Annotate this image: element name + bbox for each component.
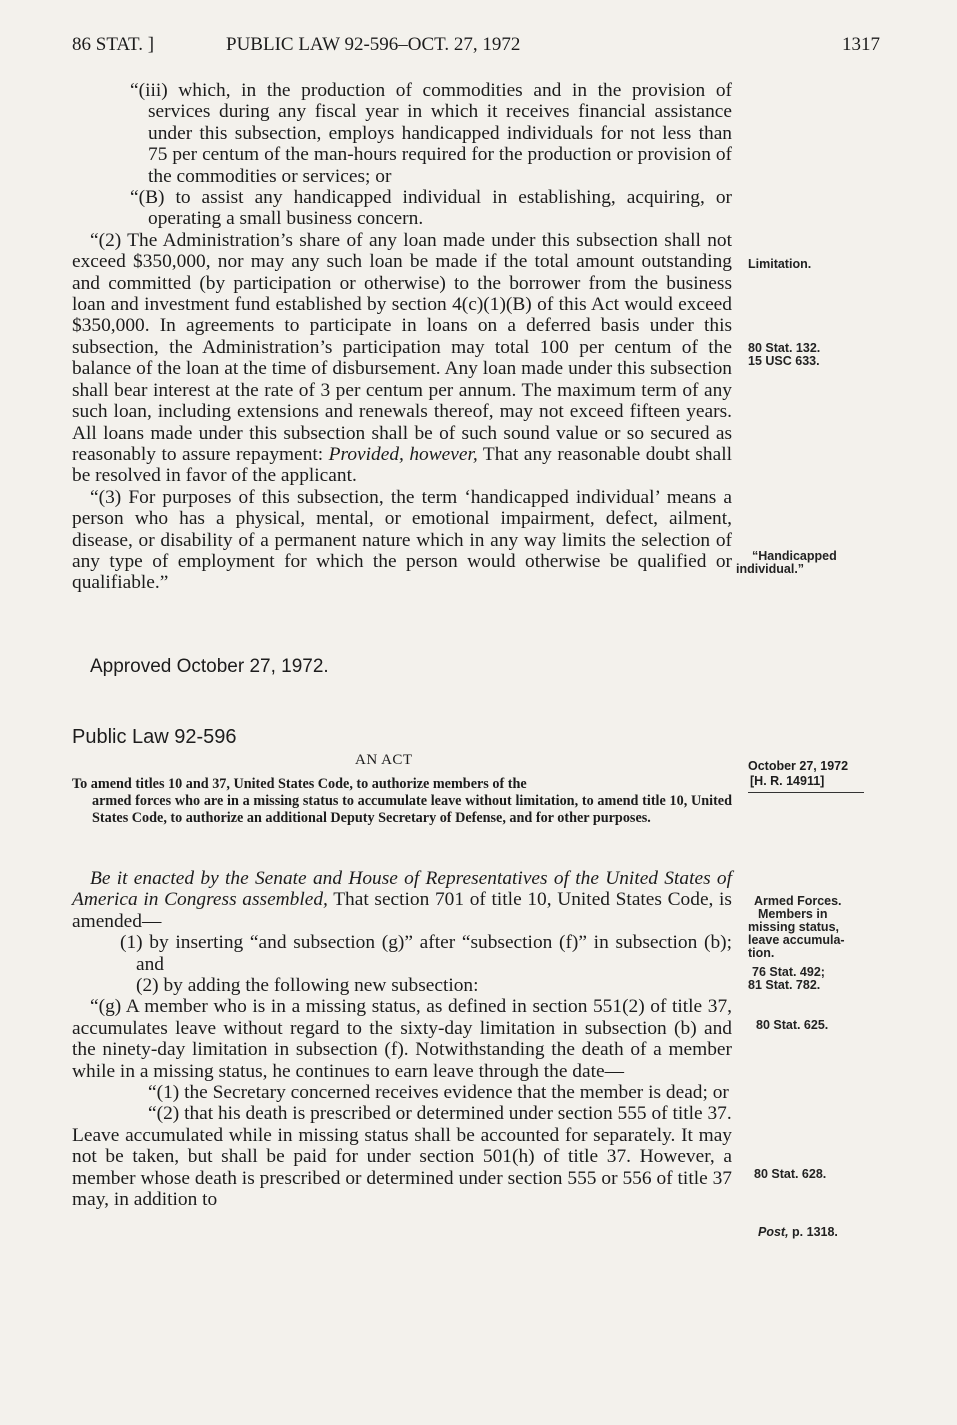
paragraph-2-end: That any reasonable doubt shall be resolved in favor of the applicant.	[72, 443, 732, 487]
bill-reference	[748, 759, 864, 793]
amendment-item-2: (2) by adding the following new subsection:	[136, 975, 479, 997]
act-heading: AN ACT	[355, 752, 413, 768]
margin-note-handicapped-line1: “Handicapped	[752, 549, 837, 563]
margin-note-stat-132-line2: 15 USC 633.	[748, 354, 820, 368]
running-head	[72, 34, 880, 58]
margin-note-stat-132-line1: 80 Stat. 132.	[748, 341, 821, 355]
bill-date: October 27, 1972	[748, 759, 849, 773]
margin-note-stat-132	[748, 342, 820, 368]
margin-note-limitation: Limitation.	[748, 257, 812, 271]
margin-note-handicapped	[736, 550, 837, 576]
paragraph-3: “(3) For purposes of this subsection, the term ‘handicapped individual’ means a person who has a physical, mental, or emotional impairment, defect, ailment, disease, or disability of a permanent nature which in any way limits the selection of any type of employment for which the person would otherwise be qualified or qualifiable.”	[72, 486, 732, 594]
act-title	[72, 776, 732, 827]
margin-note-handicapped-line2: individual.”	[736, 562, 805, 576]
running-title: PUBLIC LAW 92-596–OCT. 27, 1972	[226, 34, 521, 55]
section-text-part1	[72, 80, 732, 594]
act-title-line1: To amend titles 10 and 37, United States Code, to authorize members of the	[72, 776, 527, 792]
margin-note-stat-492	[748, 965, 825, 992]
margin-note-post-italic: Post,	[758, 1225, 789, 1239]
paragraph-2-text: “(2) The Administration’s share of any loan made under this subsection shall not exceed $350,000, nor may any such loan be made if the total amount outstanding and committed (by participation or otherwise) to the borrower from the business loan and investment fund established by section 4(c)(1)(B) of this Act would exceed $350,000. In agreements to participate in loans on a deferred basis under this subsection, the Administration’s participation may total 100 per centum of the balance of the loan at the time of disbursement. Any loan made under this subsection shall bear interest at the rate of 3 per centum per annum. The maximum term of any such loan, including extensions and renewals thereof, may not exceed fifteen years. All loans made under this subsection shall be of such sound value or so secured as reasonably to assure repayment:	[72, 229, 732, 465]
enacting-clause-rest: That section 701 of title 10, United States Code, is amended—	[72, 889, 732, 932]
paragraph-2	[72, 230, 732, 487]
margin-note-stat-492-line2: 81 Stat. 782.	[748, 978, 821, 992]
margin-note-armed-line2: Members in	[758, 907, 828, 921]
subsection-g-1: “(1) the Secretary concerned receives evidence that the member is dead; or	[148, 1082, 729, 1104]
approval-date: Approved October 27, 1972.	[90, 656, 329, 677]
enacting-clause	[72, 868, 732, 932]
paragraph-iii: “(iii) which, in the production of commodities and in the provision of services during any fiscal year in which it receives financial assistance under this subsection, employs handicapped individuals for not less than 75 per centum of the man-hours required for the production or provision of the commodities or services; or	[130, 80, 732, 187]
leave-accounting-text: Leave accumulated while in missing status shall be accounted for separately. It may not be taken, but shall be paid for under section 501(h) of title 37. However, a member whose death is prescribed or determined under section 555 or 556 of title 37 may, in addition to	[72, 1124, 732, 1211]
margin-note-post-rest: p. 1318.	[788, 1225, 838, 1239]
act-title-rest: armed forces who are in a missing status to accumulate leave without limitation, to amend title 10, United States Code, to authorize an additional Deputy Secretary of Defense, and for other purposes.	[92, 793, 732, 826]
margin-note-armed-line3: missing status,	[748, 920, 839, 934]
page-number: 1317	[842, 34, 880, 55]
margin-note-stat-628: 80 Stat. 628.	[754, 1167, 827, 1181]
margin-note-armed-line4: leave accumula-	[748, 933, 845, 947]
enacting-clause-italic: Be it enacted by the Senate and House of Representatives of the United States of America in Congress assembled,	[72, 868, 732, 911]
margin-note-post	[758, 1226, 838, 1239]
stat-reference: 86 STAT. ]	[72, 34, 155, 55]
margin-note-stat-625: 80 Stat. 625.	[756, 1018, 829, 1032]
margin-note-armed-line1: Armed Forces.	[754, 894, 842, 908]
law-heading: Public Law 92-596	[72, 726, 237, 748]
enacting-text	[72, 868, 732, 1211]
paragraph-B: “(B) to assist any handicapped individual in establishing, acquiring, or operating a small business concern.	[130, 187, 732, 230]
margin-note-stat-492-line1: 76 Stat. 492;	[752, 965, 825, 979]
proviso-text: Provided, however,	[328, 443, 478, 465]
subsection-g: “(g) A member who is in a missing status, as defined in section 551(2) of title 37, accumulates leave without regard to the sixty-day limitation in subsection (b) and the ninety-day limitation in subsection (f). Notwithstanding the death of a member while in a missing status, he continues to earn leave through the date—	[72, 996, 732, 1082]
subsection-g-2: “(2) that his death is prescribed or determined under section 555 of title 37.	[148, 1103, 732, 1125]
bill-number: [H. R. 14911]	[750, 774, 825, 788]
margin-note-armed-line5: tion.	[748, 946, 775, 960]
amendment-item-1: (1) by inserting “and subsection (g)” after “subsection (f)” in subsection (b); and	[120, 932, 732, 975]
margin-note-armed-forces	[748, 894, 845, 960]
